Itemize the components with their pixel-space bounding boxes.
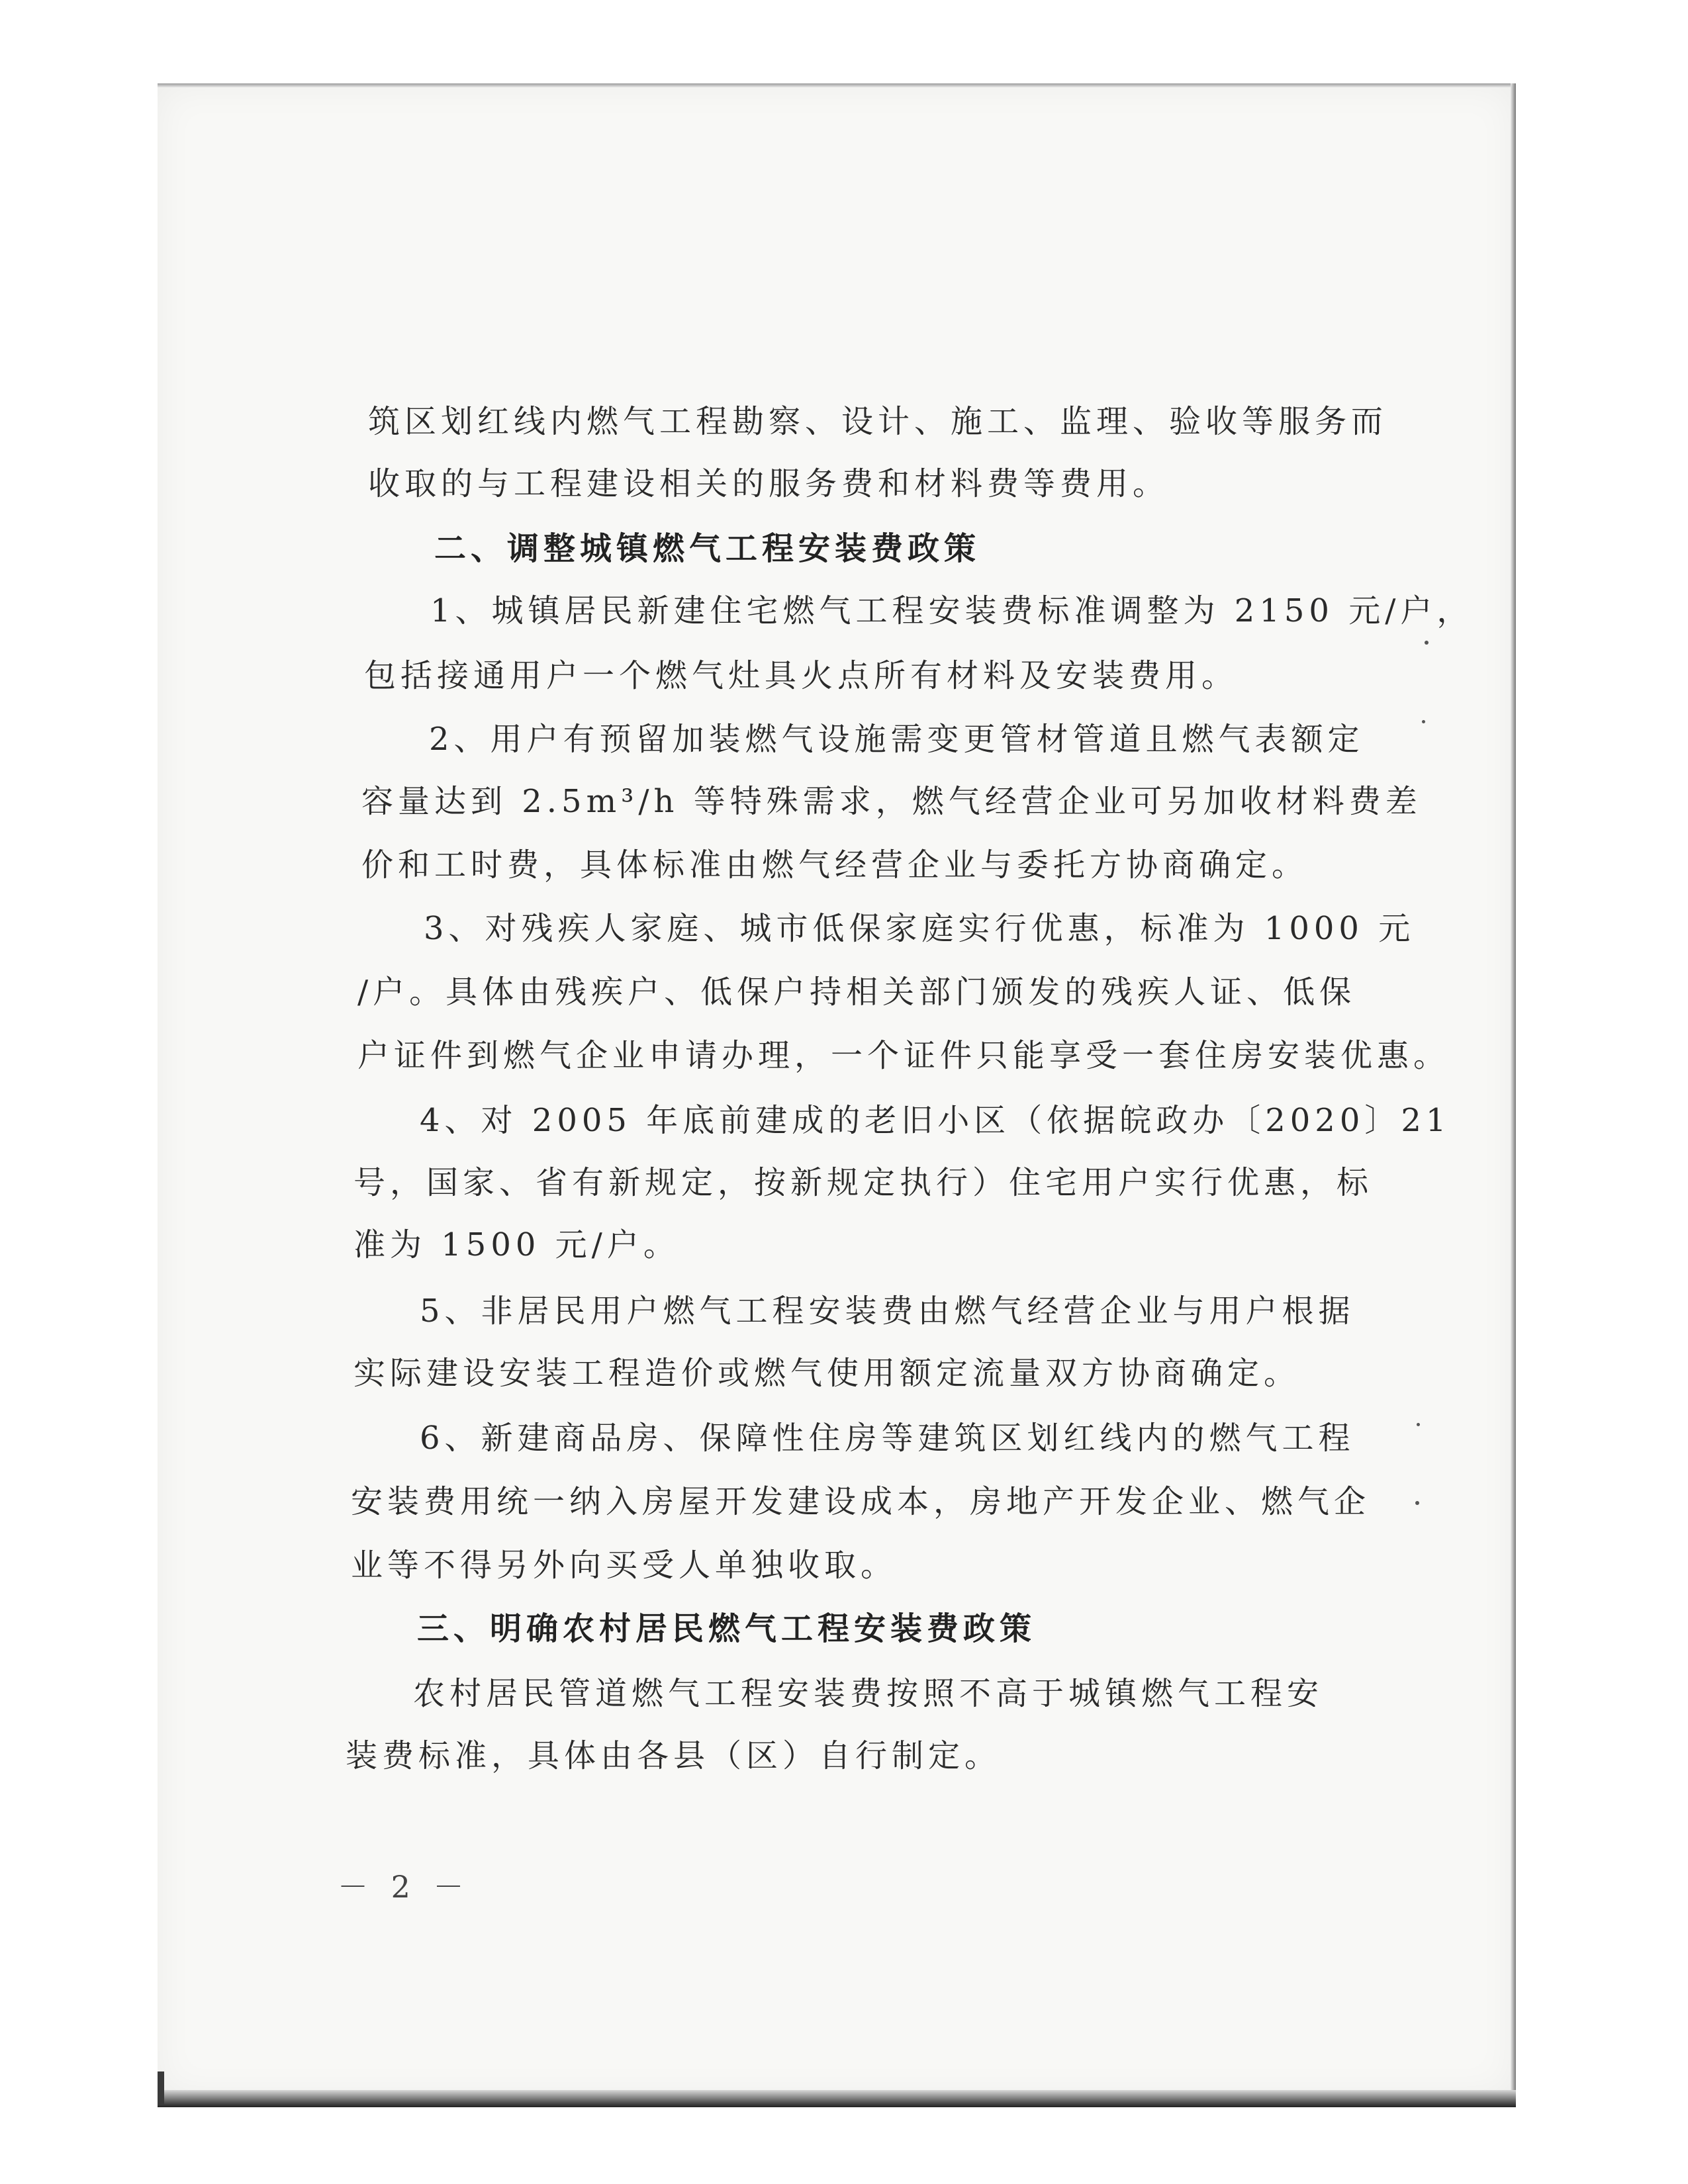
body-line: 号，国家、省有新规定，按新规定执行）住宅用户实行优惠，标 [353,1164,1374,1201]
body-line: 户证件到燃气企业申请办理，一个证件只能享受一套住房安装优惠。 [357,1037,1450,1074]
body-line: 收取的与工程建设相关的服务费和材料费等费用。 [368,465,1170,502]
page-edge-top [158,83,1515,87]
page-edge-right [1511,83,1516,2099]
body-line: 安装费用统一纳入房屋开发建设成本，房地产开发企业、燃气企 [351,1483,1371,1520]
body-line: 业等不得另外向买受人单独收取。 [351,1547,898,1584]
body-line: 3、对残疾人家庭、城市低保家庭实行优惠，标准为 1000 元 [424,910,1415,947]
body-line: 4、对 2005 年底前建成的老旧小区（依据皖政办〔2020〕21 [420,1102,1451,1139]
body-line: 准为 1500 元/户。 [353,1226,680,1263]
body-line: 5、非居民用户燃气工程安装费由燃气经营企业与用户根据 [420,1293,1355,1330]
scan-speck [1417,1423,1420,1426]
body-line: 容量达到 2.5m³/h 等特殊需求，燃气经营企业可另加收材料费差 [361,783,1422,820]
body-line: 1、城镇居民新建住宅燃气工程安装费标准调整为 2150 元/户， [430,592,1474,629]
body-line: 价和工时费，具体标准由燃气经营企业与委托方协商确定。 [361,846,1309,884]
body-line: 农村居民管道燃气工程安装费按照不高于城镇燃气工程安 [413,1675,1324,1712]
scan-speck [1415,1501,1419,1505]
page-number: － 2 － [338,1869,471,1905]
section-heading: 二、调整城镇燃气工程安装费政策 [434,530,981,567]
scan-speck [1422,720,1425,723]
page-edge-left [158,2071,164,2105]
scanned-page [158,85,1515,2097]
body-line: 装费标准，具体由各县（区）自行制定。 [346,1737,1002,1774]
body-line: 6、新建商品房、保障性住房等建筑区划红线内的燃气工程 [420,1420,1355,1457]
body-line: 包括接通用户一个燃气灶具火点所有材料及安装费用。 [364,657,1239,694]
body-line: 实际建设安装工程造价或燃气使用额定流量双方协商确定。 [353,1355,1301,1392]
section-heading: 三、明确农村居民燃气工程安装费政策 [417,1610,1037,1647]
body-line: 筑区划红线内燃气工程勘察、设计、施工、监理、验收等服务而 [368,403,1388,440]
page-edge-bottom [158,2090,1516,2107]
body-line: /户。具体由残疾户、低保户持相关部门颁发的残疾人证、低保 [357,974,1356,1011]
body-line: 2、用户有预留加装燃气设施需变更管材管道且燃气表额定 [429,721,1364,758]
scan-speck [1425,641,1429,645]
